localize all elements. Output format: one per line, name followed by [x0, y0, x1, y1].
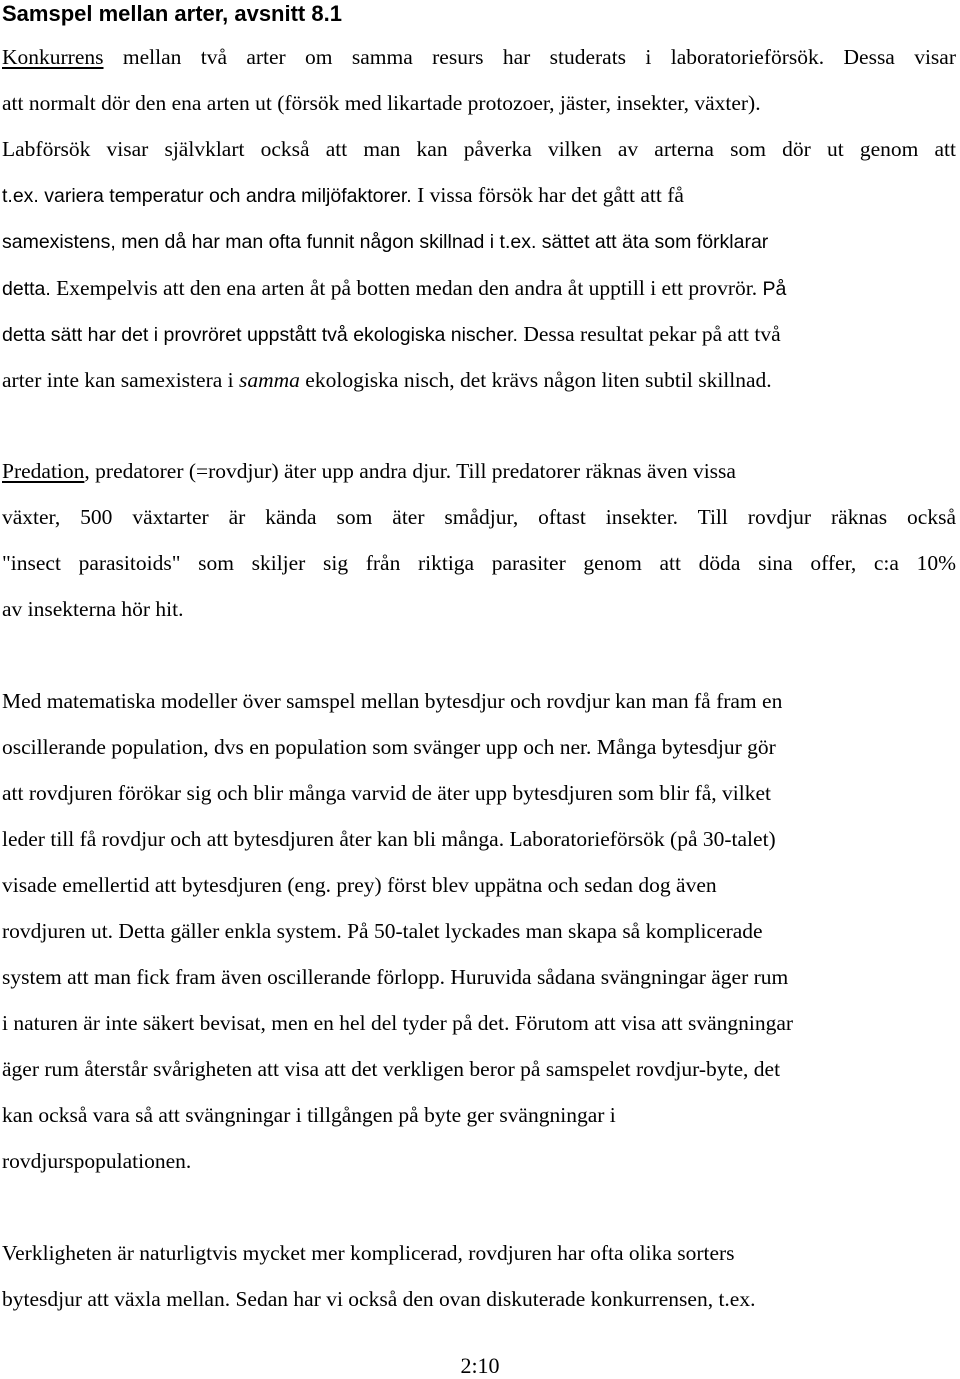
text-line: Verkligheten är naturligtvis mycket mer komplicerad, rovdjuren har ofta olika sorters — [2, 1241, 735, 1265]
text-line — [2, 275, 786, 302]
text-line: samexistens, men då har man ofta funnit någon skillnad i t.ex. sättet att äta som förklarar — [2, 231, 769, 253]
text-span: t.ex. variera temperatur och andra miljöfaktorer. — [2, 185, 412, 207]
text-span: Exempelvis att den ena arten åt på botten medan den andra åt upptill i ett provrör. — [50, 276, 758, 300]
section-title: Samspel mellan arter, avsnitt 8.1 — [2, 1, 342, 26]
text-span: , predatorer (=rovdjur) äter upp andra djur. Till predatorer räknas även vissa — [84, 459, 736, 483]
text-span: ekologiska nisch, det krävs någon liten subtil skillnad. — [299, 368, 772, 392]
emphasis-samma: samma — [239, 368, 300, 392]
text-line: att rovdjuren förökar sig och blir många varvid de äter upp bytesdjuren som blir få, vilket — [2, 781, 772, 805]
text-line: kan också vara så att svängningar i tillgången på byte ger svängningar i — [2, 1103, 616, 1127]
term-konkurrens: Konkurrens — [2, 45, 104, 69]
text-span: I vissa försök har det gått att få — [411, 183, 684, 207]
text-line: Labförsök visar självklart också att man kan påverka vilken av arterna som dör ut genom att — [2, 137, 956, 161]
text-line: växter, 500 växtarter är kända som äter smådjur, oftast insekter. Till rovdjur räknas också — [2, 505, 956, 529]
text-line: system att man fick fram även oscillerande förlopp. Huruvida sådana svängningar äger rum — [2, 965, 789, 989]
text-line — [2, 321, 781, 348]
text-span: arter inte kan samexistera i — [2, 368, 239, 392]
text-line: oscillerande population, dvs en population som svänger upp och ner. Många bytesdjur gör — [2, 735, 776, 759]
text-line: rovdjuren ut. Detta gäller enkla system. På 50-talet lyckades man skapa så komplicerade — [2, 919, 763, 943]
text-line: leder till få rovdjur och att bytesdjuren åter kan bli många. Laboratorieförsök (på 30-talet) — [2, 827, 776, 851]
term-predation: Predation — [2, 459, 85, 483]
text-line: Med matematiska modeller över samspel mellan bytesdjur och rovdjur kan man få fram en — [2, 689, 783, 713]
text-line: att normalt dör den ena arten ut (försök med likartade protozoer, jäster, insekter, växter). — [2, 91, 761, 115]
text-line: "insect parasitoids" som skiljer sig från riktiga parasiter genom att döda sina offer, c:a 10% — [2, 551, 956, 575]
text-line: bytesdjur att växla mellan. Sedan har vi också den ovan diskuterade konkurrensen, t.ex. — [2, 1287, 756, 1311]
text-line: av insekterna hör hit. — [2, 597, 184, 621]
text-line: i naturen är inte säkert bevisat, men en hel del tyder på det. Förutom att visa att svängningar — [2, 1011, 794, 1035]
page-number: 2:10 — [460, 1353, 500, 1378]
text-line — [2, 44, 956, 70]
text-span: mellan två arter om samma resurs har studerats i laboratorieförsök. Dessa visar — [103, 45, 956, 69]
text-span: detta sätt har det i provröret uppstått två ekologiska nischer. — [2, 324, 518, 346]
text-line: visade emellertid att bytesdjuren (eng. prey) först blev uppätna och sedan dog även — [2, 873, 717, 897]
text-line — [2, 182, 684, 209]
text-span: detta. — [2, 278, 51, 300]
text-span: På — [757, 278, 787, 300]
text-line — [2, 458, 736, 484]
text-line: rovdjurspopulationen. — [2, 1149, 192, 1173]
text-line: äger rum återstår svårigheten att visa att det verkligen beror på samspelet rovdjur-byte, det — [2, 1057, 781, 1081]
text-line — [2, 367, 772, 393]
text-span: Dessa resultat pekar på att två — [517, 322, 781, 346]
